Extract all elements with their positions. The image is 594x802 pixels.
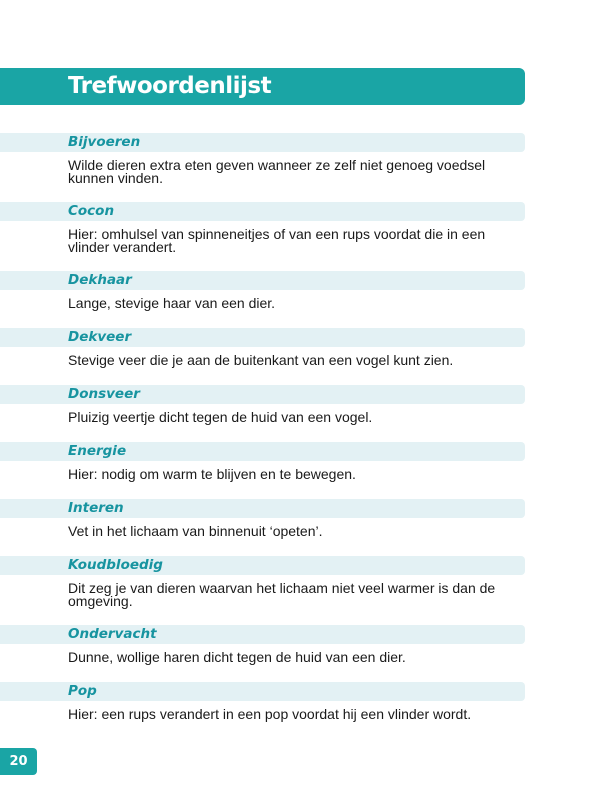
glossary-term: Interen bbox=[68, 500, 124, 516]
glossary-definition: Stevige veer die je aan de buitenkant van een vogel kunt zien. bbox=[68, 352, 454, 368]
glossary-term: Bijvoeren bbox=[68, 134, 141, 150]
page-title: Trefwoordenlijst bbox=[68, 73, 272, 99]
glossary-definition: Vet in het lichaam van binnenuit ‘opeten’. bbox=[68, 523, 323, 539]
glossary-term: Donsveer bbox=[68, 386, 140, 402]
glossary-term: Dekhaar bbox=[68, 272, 132, 288]
glossary-definition: Dit zeg je van dieren waarvan het lichaam niet veel warmer is dan de omgeving. bbox=[68, 580, 496, 609]
glossary-definition: Hier: omhulsel van spinneneitjes of van een rups voordat die in een vlinder verandert. bbox=[68, 226, 486, 255]
glossary-term: Dekveer bbox=[68, 329, 132, 345]
glossary-definition: Pluizig veertje dicht tegen de huid van een vogel. bbox=[68, 409, 373, 425]
page-number-badge bbox=[0, 748, 37, 775]
glossary-definition: Dunne, wollige haren dicht tegen de huid van een dier. bbox=[68, 649, 406, 665]
glossary-definition: Hier: nodig om warm te blijven en te bewegen. bbox=[68, 466, 356, 482]
glossary-term: Ondervacht bbox=[68, 626, 157, 642]
glossary-term: Energie bbox=[68, 443, 127, 459]
glossary-definition: Lange, stevige haar van een dier. bbox=[68, 295, 276, 311]
title-bar bbox=[0, 68, 525, 105]
glossary-term: Cocon bbox=[68, 203, 115, 219]
page-number: 20 bbox=[9, 754, 28, 769]
glossary-term: Pop bbox=[68, 683, 97, 699]
glossary-term: Koudbloedig bbox=[68, 557, 163, 573]
glossary-definition: Hier: een rups verandert in een pop voordat hij een vlinder wordt. bbox=[68, 706, 472, 722]
glossary-definition: Wilde dieren extra eten geven wanneer ze zelf niet genoeg voedsel kunnen vinden. bbox=[68, 157, 486, 186]
